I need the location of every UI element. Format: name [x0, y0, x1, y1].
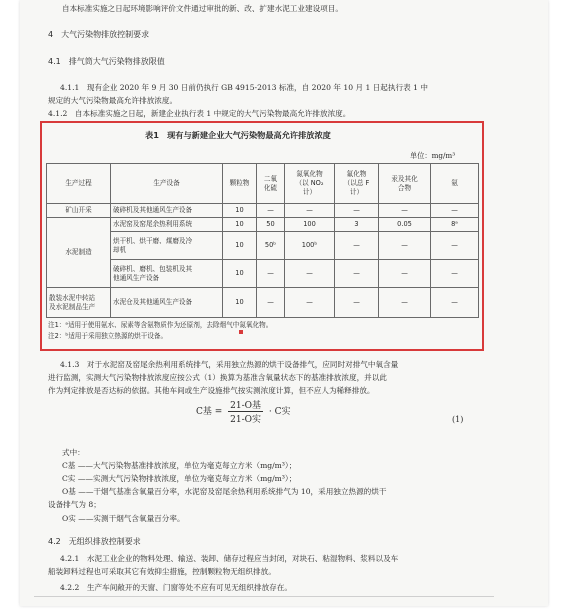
formula-lhs: C基 =	[196, 407, 223, 417]
cell-equipment: 烘干机、烘干磨、煤磨及冷 却机	[111, 232, 223, 260]
cell-so2: 50ᵇ	[257, 232, 285, 260]
cell-hf: —	[335, 260, 379, 288]
header-equipment: 生产设备	[111, 164, 223, 204]
cell-nox: 100	[285, 218, 335, 232]
para-4-1-3-line1: 4.1.3 对于水泥窑及窑尾余热利用系统排气，采用独立热源的烘干设备排气，应同时对排气中氧含量	[60, 360, 399, 369]
cell-nh3: —	[431, 288, 479, 318]
cell-pm: 10	[223, 288, 257, 318]
definition-c-base: C基 ——大气污染物基准排放浓度，单位为毫克每立方米（mg/m³）；	[62, 461, 297, 470]
definition-c-measured: C实 ——实测大气污染物排放浓度，单位为毫克每立方米（mg/m³）；	[62, 474, 297, 483]
para-4-1-3-line3: 作为判定排放是否达标的依据。其他车间或生产设施排气按实测浓度计算，但不应人为稀释排放。	[48, 386, 375, 395]
table-row	[47, 288, 479, 318]
cell-so2: —	[257, 288, 285, 318]
cell-hf: —	[335, 288, 379, 318]
cell-hg: —	[379, 260, 431, 288]
header-process: 生产过程	[47, 164, 111, 204]
formula-numerator: 21-O基	[228, 398, 263, 412]
header-hg: 汞及其化 合物	[379, 164, 431, 204]
header-nh3: 氨	[431, 164, 479, 204]
para-4-1-1-line1: 4.1.1 现有企业 2020 年 9 月 30 日前仍执行 GB 4915-2013 标准，自 2020 年 10 月 1 日起执行表 1 中	[60, 83, 428, 92]
cell-nox: —	[285, 204, 335, 218]
para-4-2-1-line1: 4.2.1 水泥工业企业的物料处理、输送、装卸、储存过程应当封闭，对块石、粘湿物料、浆料以及车	[60, 554, 399, 563]
cell-hf: —	[335, 232, 379, 260]
cell-nh3: 8ᵃ	[431, 218, 479, 232]
cell-hg: —	[379, 288, 431, 318]
table-title: 表1 现有与新建企业大气污染物最高允许排放浓度	[145, 130, 331, 140]
definition-o-base-line2: 设备排气为 8；	[48, 500, 101, 509]
formula-denominator: 21-O实	[230, 415, 262, 425]
cell-pm: 10	[223, 232, 257, 260]
header-hf: 氟化物 （以总 F 计）	[335, 164, 379, 204]
cell-nh3: —	[431, 260, 479, 288]
definition-o-base-line1: O基 ——干烟气基准含氧量百分率，水泥窑及窑尾余热利用系统排气为 10，采用独立热源的烘干	[62, 487, 387, 496]
table-header-row	[47, 164, 479, 204]
para-4-1-2: 4.1.2 自本标准实施之日起，新建企业执行表 1 中规定的大气污染物最高允许排放浓度。	[48, 109, 351, 118]
para-4-1-3-line2: 进行监测，实测大气污染物排放浓度应按公式（1）换算为基准含氧量状态下的基准排放浓度，并以此	[48, 373, 387, 382]
cell-nh3: —	[431, 204, 479, 218]
cell-so2: —	[257, 260, 285, 288]
table-row	[47, 260, 479, 288]
cell-nox: —	[285, 260, 335, 288]
table-row	[47, 232, 479, 260]
cell-hg: —	[379, 204, 431, 218]
cell-pm: 10	[223, 218, 257, 232]
formula-rhs: · C实	[268, 407, 291, 417]
cell-process: 散装水泥中转站 及水泥制品生产	[47, 288, 111, 318]
cell-equipment: 破碎机及其他通风生产设备	[111, 204, 223, 218]
cell-so2: 50	[257, 218, 285, 232]
red-marker	[239, 330, 243, 334]
section-4-1-heading: 4.1 排气筒大气污染物排放限值	[48, 57, 165, 66]
header-so2: 二氧 化硫	[257, 164, 285, 204]
table-row	[47, 218, 479, 232]
cell-so2: —	[257, 204, 285, 218]
formula-fraction	[228, 398, 263, 425]
cell-process: 矿山开采	[47, 204, 111, 218]
cell-nox: 100ᵇ	[285, 232, 335, 260]
cell-hf: —	[335, 204, 379, 218]
bottom-divider	[34, 596, 494, 597]
table-unit: 单位：mg/m³	[410, 151, 456, 160]
cell-hg: 0.05	[379, 218, 431, 232]
cell-nox: —	[285, 288, 335, 318]
header-pm: 颗粒物	[223, 164, 257, 204]
cell-process: 水泥制造	[47, 218, 111, 288]
table-row	[47, 204, 479, 218]
emission-limits-table	[46, 163, 479, 318]
cell-hf: 3	[335, 218, 379, 232]
cell-equipment: 水泥窑及窑尾余热利用系统	[111, 218, 223, 232]
cell-pm: 10	[223, 260, 257, 288]
cell-nh3: —	[431, 232, 479, 260]
formula-number: (1)	[452, 415, 464, 424]
formula-1	[196, 398, 291, 425]
intro-line: 自本标准实施之日起环境影响评价文件通过审批的新、改、扩建水泥工业建设项目。	[62, 4, 343, 13]
header-nox: 氮氧化物 （以 NO₂ 计）	[285, 164, 335, 204]
cell-equipment: 水泥仓及其他通风生产设备	[111, 288, 223, 318]
cell-equipment: 破碎机、磨机、包装机及其 他通风生产设备	[111, 260, 223, 288]
section-4-heading: 4 大气污染物排放控制要求	[48, 30, 150, 39]
para-4-1-1-line2: 规定的大气污染物最高允许排放浓度。	[48, 96, 178, 105]
cell-hg: —	[379, 232, 431, 260]
where-label: 式中：	[62, 448, 85, 457]
definition-o-measured: O实 ——实测干烟气含氧量百分率。	[62, 514, 185, 523]
para-4-2-1-line2: 船装卸料过程也可采取其它有效抑尘措施，控制颗粒物无组织排放。	[48, 567, 276, 576]
cell-pm: 10	[223, 204, 257, 218]
table-note-1: 注1：ᵃ适用于使用氨水、尿素等含氨物质作为还原剂，去除烟气中氮氧化物。	[48, 321, 273, 329]
section-4-2-heading: 4.2 无组织排放控制要求	[48, 537, 141, 546]
para-4-2-2: 4.2.2 生产车间敞开的天窗、门窗等处不应有可见无组织排放存在。	[60, 583, 292, 592]
table-note-2: 注2：ᵇ适用于采用独立热源的烘干设备。	[48, 332, 168, 340]
